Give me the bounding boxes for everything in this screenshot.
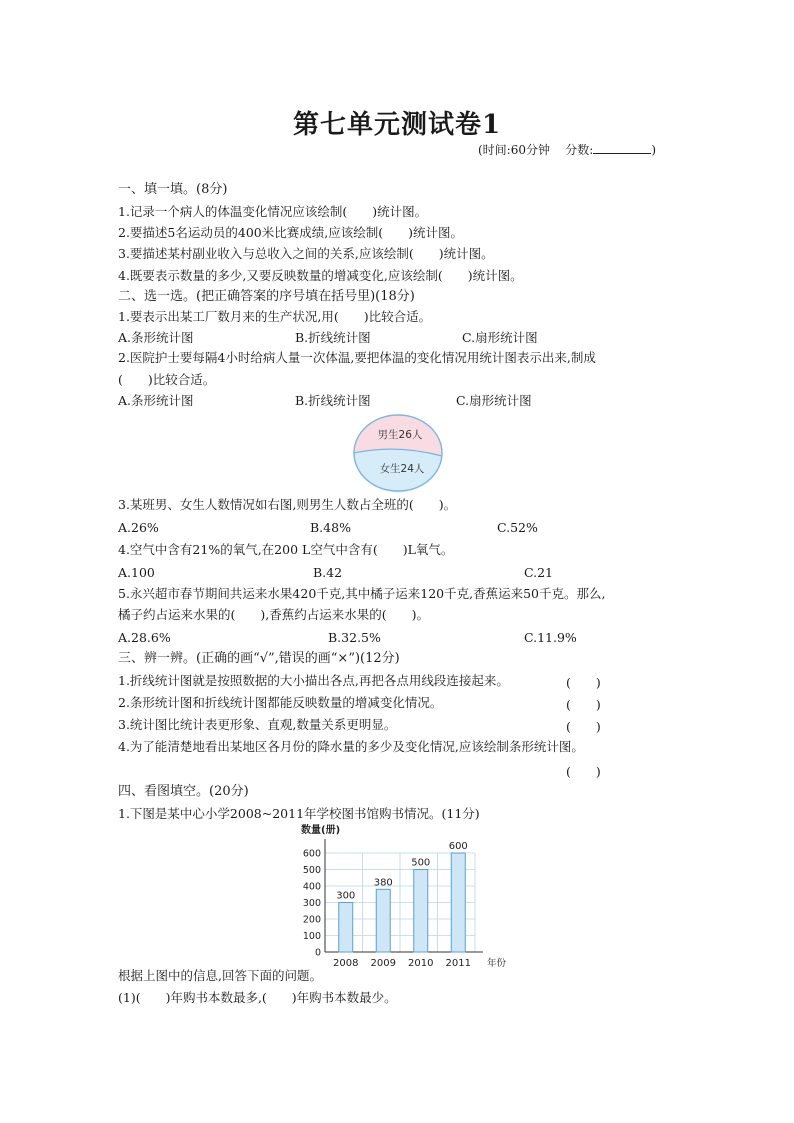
score-label: 分数: [565,143,594,157]
book-purchase-bar-chart [280,820,510,970]
time-label: (时间:60分钟 [478,143,550,157]
y-tick-label: 200 [302,914,321,926]
s3-answer-2[interactable]: ( ) [566,697,601,712]
s4-instruction: 根据上图中的信息,回答下面的问题。 [118,968,322,983]
bar-value-label: 380 [373,877,393,889]
x-tick-label: 2008 [333,958,359,969]
s2-q4-option-a: A.100 [118,565,155,580]
meta-close: ) [651,143,656,157]
score-blank[interactable] [593,142,651,154]
s2-q2-option-a: A.条形统计图 [118,393,194,408]
section-2-heading: 二、选一选。(把正确答案的序号填在括号里)(18分) [118,289,415,304]
section-4-heading: 四、看图填空。(20分) [118,784,249,799]
s3-answer-1[interactable]: ( ) [566,675,601,690]
s2-q4-option-b: B.42 [313,565,343,580]
s2-q3-option-c: C.52% [497,520,538,535]
y-tick-label: 0 [314,947,321,959]
s1-question-4: 4.既要表示数量的多少,又要反映数量的增减变化,应该绘制( )统计图。 [118,268,523,283]
y-tick-label: 600 [302,848,321,860]
y-axis-title: 数量(册) [301,825,341,836]
s3-question-3: 3.统计图比统计表更形象、直观,数量关系更明显。 [118,717,397,732]
s4-subquestion-1: (1)( )年购书本数最多,( )年购书本数最少。 [118,990,397,1005]
y-tick-label: 100 [302,931,321,942]
bar-value-label: 300 [336,890,356,902]
time-score-line [478,141,656,158]
s2-q2-option-c: C.扇形统计图 [456,393,532,408]
x-tick-label: 2009 [370,958,396,969]
s4-question-1: 1.下图是某中心小学2008~2011年学校图书馆购书情况。(11分) [118,806,480,821]
bar [414,870,428,953]
bar [339,903,353,953]
y-tick-label: 400 [302,881,321,893]
s1-question-3: 3.要描述某村副业收入与总收入之间的关系,应该绘制( )统计图。 [118,246,494,261]
s2-q1-option-b: B.折线统计图 [295,330,371,345]
s2-question-5: 5.永兴超市春节期间共运来水果420千克,其中橘子运来120千克,香蕉运来50千克。那么, [118,586,606,601]
x-tick-label: 2010 [408,958,434,969]
x-axis-title: 年份 [487,958,507,969]
section-1-heading: 一、填一填。(8分) [118,182,228,197]
s2-q4-option-c: C.21 [524,565,553,580]
s2-question-2: 2.医院护士要每隔4小时给病人量一次体温,要把体温的变化情况用统计图表示出来,制成 [118,350,596,365]
gender-pie-chart [350,410,446,496]
s2-q3-option-a: A.26% [118,520,159,535]
s2-q5-option-b: B.32.5% [328,630,381,645]
s3-answer-4[interactable]: ( ) [566,764,601,779]
s2-question-4: 4.空气中含有21%的氧气,在200 L空气中含有( )L氧气。 [118,542,454,557]
s1-question-2: 2.要描述5名运动员的400米比赛成绩,应该绘制( )统计图。 [118,225,463,240]
s2-question-2-cont: ( )比较合适。 [118,372,216,387]
s3-question-2: 2.条形统计图和折线统计图都能反映数量的增减变化情况。 [118,695,443,710]
bar [376,889,390,952]
s2-q1-option-a: A.条形统计图 [118,330,194,345]
page-title: 第七单元测试卷1 [292,110,502,140]
s2-q5-option-c: C.11.9% [524,630,577,645]
pie-label-boys: 男生26人 [377,429,423,441]
y-tick-label: 300 [302,898,321,909]
section-3-heading: 三、辨一辨。(正确的画“√”,错误的画“×”)(12分) [118,651,400,666]
pie-label-girls: 女生24人 [379,463,425,475]
bar-value-label: 600 [448,841,468,852]
s2-question-3: 3.某班男、女生人数情况如右图,则男生人数占全班的( )。 [118,497,457,512]
s3-question-1: 1.折线统计图就是按照数据的大小描出各点,再把各点用线段连接起来。 [118,673,509,688]
s2-q2-option-b: B.折线统计图 [295,393,371,408]
s2-question-1: 1.要表示出某工厂数月来的生产状况,用( )比较合适。 [118,309,432,324]
bar [451,853,465,952]
s3-answer-3[interactable]: ( ) [566,719,601,734]
s2-q5-option-a: A.28.6% [118,630,171,645]
bar-value-label: 500 [411,857,431,869]
s1-question-1: 1.记录一个病人的体温变化情况应该绘制( )统计图。 [118,204,428,219]
s2-q1-option-c: C.扇形统计图 [462,330,538,345]
x-tick-label: 2011 [445,958,471,969]
s2-q3-option-b: B.48% [310,520,351,535]
y-tick-label: 500 [302,865,321,876]
s2-question-5-cont: 橘子约占运来水果的( ),香蕉约占运来水果的( )。 [118,607,429,622]
s3-question-4: 4.为了能清楚地看出某地区各月份的降水量的多少及变化情况,应该绘制条形统计图。 [118,739,584,754]
